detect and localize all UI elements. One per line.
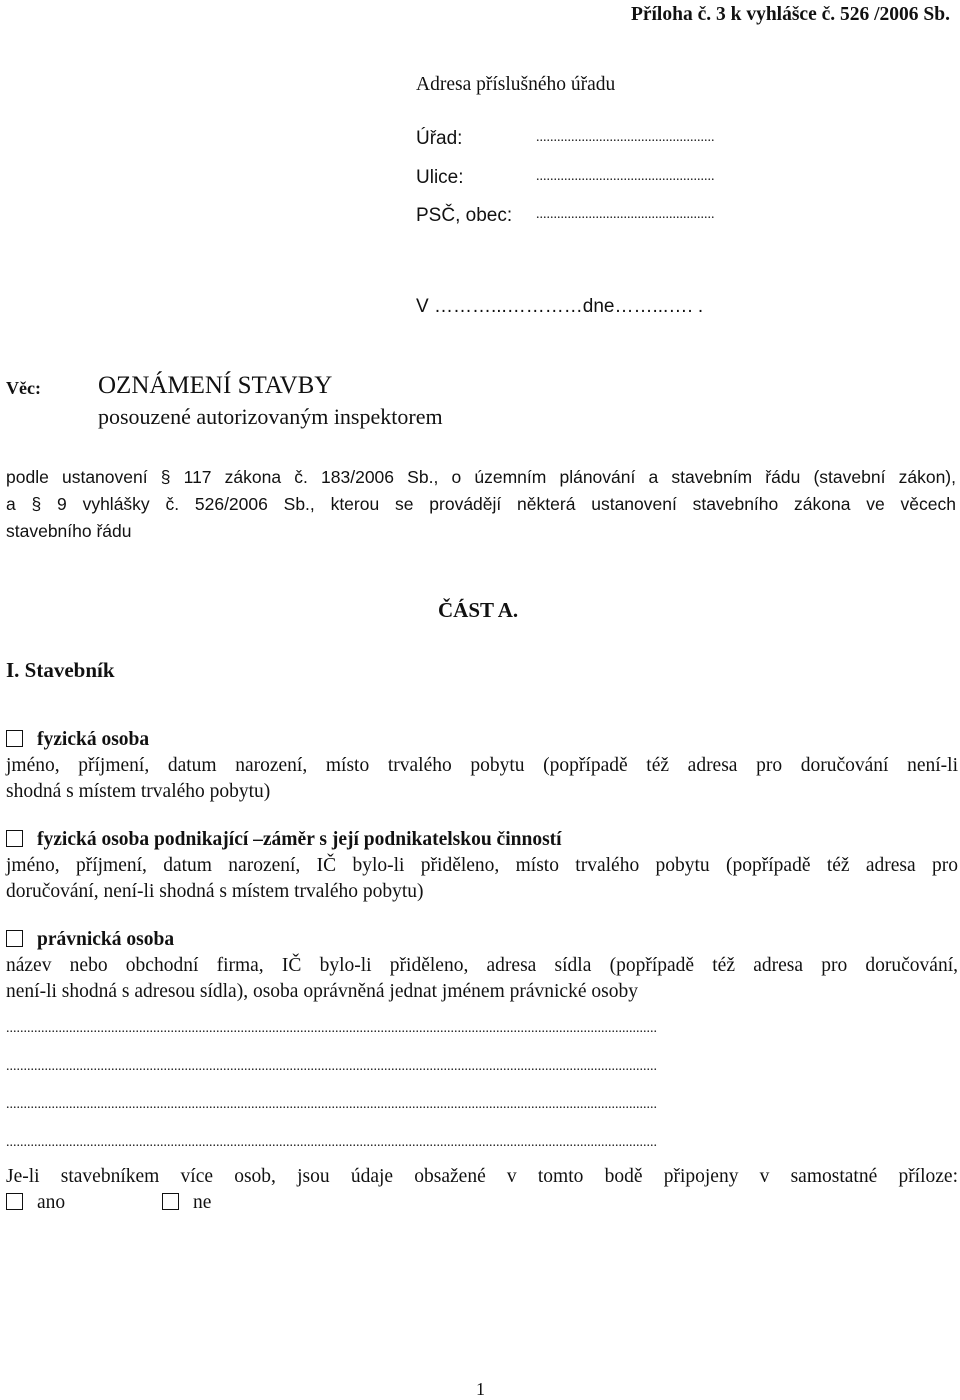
checkbox-no[interactable]: [162, 1193, 179, 1210]
option-legal-entity[interactable]: [6, 929, 174, 951]
option-entrepreneur-desc-1: jméno, příjmení, datum narození, IČ bylo-li přiděleno, místo trvalého pobytu (popřípadě též adresa pro: [6, 855, 958, 876]
address-heading: Adresa příslušného úřadu: [416, 74, 616, 95]
option-natural-person-label: fyzická osoba: [37, 729, 150, 750]
section-heading: I. Stavebník: [6, 658, 115, 682]
legal-basis-line-3: stavebního řádu: [6, 521, 132, 541]
part-heading: ČÁST A.: [438, 598, 519, 622]
fill-in-line-1[interactable]: ..........................................................................................................................................................................................: [6, 1021, 657, 1036]
option-legal-entity-label: právnická osoba: [37, 929, 175, 950]
psc-label: PSČ, obec:: [416, 205, 513, 226]
checkbox-entrepreneur[interactable]: [6, 830, 23, 847]
legal-basis-line-2: a § 9 vyhlášky č. 526/2006 Sb., kterou se provádějí některá ustanovení stavebního zákona ve věcech: [6, 494, 956, 514]
answer-no[interactable]: [162, 1192, 211, 1214]
annex-reference: Příloha č. 3 k vyhlášce č. 526 /2006 Sb.: [630, 4, 950, 25]
option-entrepreneur[interactable]: [6, 829, 562, 851]
option-natural-person-desc-1: jméno, příjmení, datum narození, místo trvalého pobytu (popřípadě též adresa pro doručování není-li: [6, 755, 958, 776]
fill-in-line-4[interactable]: ..........................................................................................................................................................................................: [6, 1135, 657, 1150]
street-label: Ulice:: [416, 167, 464, 188]
legal-basis-line-1: podle ustanovení § 117 zákona č. 183/2006 Sb., o územním plánování a stavebním řádu (stavební zákon),: [6, 467, 956, 487]
option-natural-person[interactable]: [6, 729, 149, 751]
office-label: Úřad:: [416, 128, 463, 149]
option-legal-entity-desc-2: není-li shodná s adresou sídla), osoba oprávněná jednat jménem právnické osoby: [6, 981, 638, 1002]
answer-yes-label: ano: [37, 1192, 66, 1213]
checkbox-natural-person[interactable]: [6, 730, 23, 747]
option-legal-entity-desc-1: název nebo obchodní firma, IČ bylo-li přiděleno, adresa sídla (popřípadě též adresa pro doručování,: [6, 955, 958, 976]
option-entrepreneur-label: fyzická osoba podnikající –záměr s její podnikatelskou činností: [37, 829, 562, 850]
psc-field[interactable]: ...................................................: [536, 207, 715, 222]
multi-builder-question: Je-li stavebníkem více osob, jsou údaje obsažené v tomto bodě připojeny v samostatné příloze:: [6, 1166, 958, 1187]
subject-title: OZNÁMENÍ STAVBY: [98, 372, 333, 399]
street-field[interactable]: ...................................................: [536, 169, 715, 184]
checkbox-yes[interactable]: [6, 1193, 23, 1210]
option-natural-person-desc-2: shodná s místem trvalého pobytu): [6, 781, 271, 802]
checkbox-legal-entity[interactable]: [6, 930, 23, 947]
subject-label: Věc:: [6, 378, 41, 398]
answer-yes[interactable]: [6, 1192, 65, 1214]
answer-no-label: ne: [193, 1192, 212, 1213]
subject-subtitle: posouzené autorizovaným inspektorem: [98, 404, 443, 429]
fill-in-line-3[interactable]: ..........................................................................................................................................................................................: [6, 1097, 657, 1112]
page-number: 1: [476, 1379, 485, 1399]
place-date-field[interactable]: V ………...…………dne……...…. .: [416, 296, 704, 317]
fill-in-line-2[interactable]: ..........................................................................................................................................................................................: [6, 1059, 657, 1074]
office-field[interactable]: ...................................................: [536, 130, 715, 145]
option-entrepreneur-desc-2: doručování, není-li shodná s místem trvalého pobytu): [6, 881, 424, 902]
